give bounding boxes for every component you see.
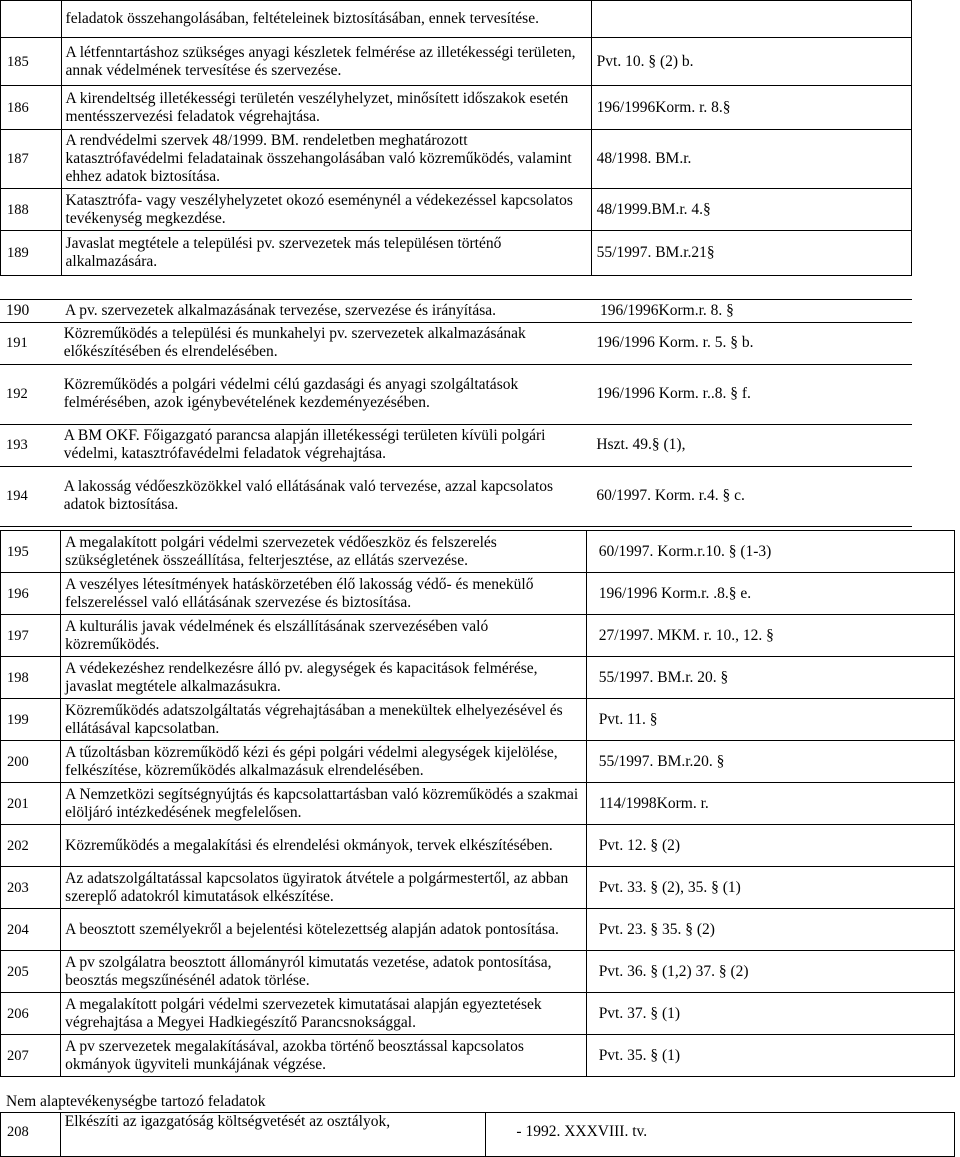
table-row bbox=[1, 825, 955, 867]
task-description: A tűzoltásban közreműködő kézi és gépi polgári védelmi alegységek kijelölése, felkészítése, közreműködés alkalmazásuk elrendelésében. bbox=[61, 741, 587, 783]
task-description: Közreműködés a polgári védelmi célú gazdasági és anyagi szolgáltatások felmérésében, azok igénybevételének kezdeményezésében. bbox=[60, 364, 592, 424]
table-row bbox=[1, 993, 955, 1035]
row-number: 200 bbox=[1, 741, 61, 783]
task-description: A veszélyes létesítmények hatáskörzetében élő lakosság védő- és menekülő felszereléssel való ellátásának szervezése és biztosítása. bbox=[61, 573, 587, 615]
task-description: A BM OKF. Főigazgató parancsa alapján illetékességi területen kívüli polgári védelmi, katasztrófavédelmi feladatok végrehajtása. bbox=[60, 424, 592, 466]
task-description: Közreműködés a megalakítási és elrendelési okmányok, tervek elkészítésében. bbox=[61, 825, 587, 867]
row-number: 194 bbox=[0, 466, 60, 526]
row-number: 204 bbox=[1, 909, 61, 951]
task-description: A megalakított polgári védelmi szervezetek kimutatásai alapján egyeztetések végrehajtása a Megyei Hadkiegészítő Parancsnoksággal. bbox=[61, 993, 587, 1035]
task-description: Az adatszolgáltatással kapcsolatos ügyiratok átvétele a polgármestertől, az abban szereplő adatokról kimutatások elkészítése. bbox=[61, 867, 587, 909]
task-description: A Nemzetközi segítségnyújtás és kapcsolattartásban való közreműködés a szakmai elöljáró intézkedésének megfelelősen. bbox=[61, 783, 587, 825]
legal-reference: 48/1999.BM.r. 4.§ bbox=[591, 189, 911, 231]
table-row bbox=[1, 699, 955, 741]
table-row bbox=[1, 1113, 955, 1157]
row-number: 203 bbox=[1, 867, 61, 909]
table-row bbox=[1, 951, 955, 993]
legal-reference: 114/1998Korm. r. bbox=[586, 783, 954, 825]
legal-reference: Pvt. 11. § bbox=[586, 699, 954, 741]
table-row bbox=[1, 531, 955, 573]
task-table-upper bbox=[0, 0, 912, 276]
task-description: A kirendeltség illetékességi területén veszélyhelyzet, minősített időszakok esetén mentésszervezési feladatok végrehajtása. bbox=[61, 86, 591, 130]
task-description: Elkészíti az igazgatóság költségvetését az osztályok, bbox=[60, 1113, 486, 1157]
row-number bbox=[1, 1, 62, 38]
row-number: 202 bbox=[1, 825, 61, 867]
table-row bbox=[0, 299, 912, 323]
task-description: Közreműködés a települési és munkahelyi pv. szervezetek alkalmazásának előkészítésében és elrendelésében. bbox=[60, 322, 592, 364]
table-row bbox=[1, 189, 912, 231]
table-row bbox=[1, 573, 955, 615]
row-number: 193 bbox=[0, 424, 60, 466]
row-number: 206 bbox=[1, 993, 61, 1035]
row-number: 187 bbox=[1, 130, 62, 189]
legal-reference: Pvt. 37. § (1) bbox=[586, 993, 954, 1035]
row-number: 208 bbox=[1, 1113, 61, 1157]
table-row bbox=[1, 741, 955, 783]
task-description: A beosztott személyekről a bejelentési kötelezettség alapján adatok pontosítása. bbox=[61, 909, 587, 951]
table-row bbox=[1, 231, 912, 276]
table-row bbox=[1, 130, 912, 189]
row-number: 205 bbox=[1, 951, 61, 993]
task-description: A megalakított polgári védelmi szervezetek védőeszköz és felszerelés szükségletének összeállítása, felterjesztése, az ellátás szervezése. bbox=[61, 531, 587, 573]
table-row bbox=[0, 322, 912, 364]
task-description: A pv. szervezetek alkalmazásának tervezése, szervezése és irányítása. bbox=[65, 302, 497, 319]
legal-reference: Pvt. 23. § 35. § (2) bbox=[586, 909, 954, 951]
section-heading: Nem alaptevékenységbe tartozó feladatok bbox=[6, 1093, 266, 1110]
task-description: A lakosság védőeszközökkel való ellátásának való tervezése, azzal kapcsolatos adatok biztosítása. bbox=[60, 466, 592, 526]
row-number: 192 bbox=[0, 364, 60, 424]
table-row bbox=[1, 1, 912, 38]
legal-reference: 48/1998. BM.r. bbox=[591, 130, 911, 189]
task-table-lower bbox=[0, 530, 955, 1077]
legal-reference: 55/1997. BM.r.20. § bbox=[586, 741, 954, 783]
legal-reference: 196/1996 Korm. r..8. § f. bbox=[591, 364, 912, 424]
legal-reference: 27/1997. MKM. r. 10., 12. § bbox=[586, 615, 954, 657]
row-number: 189 bbox=[1, 231, 62, 276]
legal-reference: Hszt. 49.§ (1), bbox=[591, 424, 912, 466]
table-row bbox=[1, 657, 955, 699]
task-description: A pv szervezetek megalakításával, azokba történő beosztással kapcsolatos okmányok ügyviteli munkájának végzése. bbox=[61, 1035, 587, 1077]
task-description: A védekezéshez rendelkezésre álló pv. alegységek és kapacitások felmérése, javaslat megtétele alkalmazásukra. bbox=[61, 657, 587, 699]
task-description: Közreműködés adatszolgáltatás végrehajtásában a menekültek elhelyezésével és ellátásával kapcsolatban. bbox=[61, 699, 587, 741]
table-row bbox=[1, 1035, 955, 1077]
legal-reference: 55/1997. BM.r. 20. § bbox=[586, 657, 954, 699]
legal-reference: 196/1996 Korm. r. 5. § b. bbox=[591, 322, 912, 364]
table-row bbox=[0, 364, 912, 424]
legal-reference: 55/1997. BM.r.21§ bbox=[591, 231, 911, 276]
row-number: 197 bbox=[1, 615, 61, 657]
table-row bbox=[0, 466, 912, 526]
legal-reference: Pvt. 10. § (2) b. bbox=[591, 38, 911, 86]
table-row bbox=[0, 424, 912, 466]
row-number: 185 bbox=[1, 38, 62, 86]
legal-reference: Pvt. 36. § (1,2) 37. § (2) bbox=[586, 951, 954, 993]
task-description: A létfenntartáshoz szükséges anyagi készletek felmérése az illetékességi területen, annak védelmének tervesítése és szervezése. bbox=[61, 38, 591, 86]
table-row bbox=[1, 615, 955, 657]
row-number: 191 bbox=[0, 322, 60, 364]
legal-reference: 60/1997. Korm. r.4. § c. bbox=[591, 466, 912, 526]
task-table-middle bbox=[0, 322, 912, 527]
task-description: Javaslat megtétele a települési pv. szervezetek más településen történő alkalmazására. bbox=[61, 231, 591, 276]
row-number: 195 bbox=[1, 531, 61, 573]
task-description: feladatok összehangolásában, feltételeinek biztosításában, ennek tervesítése. bbox=[61, 1, 591, 38]
table-row bbox=[1, 783, 955, 825]
table-row bbox=[1, 86, 912, 130]
row-number: 201 bbox=[1, 783, 61, 825]
task-description: Katasztrófa- vagy veszélyhelyzetet okozó eseménynél a védekezéssel kapcsolatos tevékenység megkezdése. bbox=[61, 189, 591, 231]
row-number: 198 bbox=[1, 657, 61, 699]
row-number: 199 bbox=[1, 699, 61, 741]
legal-reference: 196/1996 Korm.r. .8.§ e. bbox=[586, 573, 954, 615]
task-description: A rendvédelmi szervek 48/1999. BM. rendeletben meghatározott katasztrófavédelmi feladatainak összehangolásában való közreműködés, valamint ehhez adatok biztosítása. bbox=[61, 130, 591, 189]
row-number: 196 bbox=[1, 573, 61, 615]
legal-reference: Pvt. 12. § (2) bbox=[586, 825, 954, 867]
legal-reference: Pvt. 35. § (1) bbox=[586, 1035, 954, 1077]
task-description: A pv szolgálatra beosztott állományról kimutatás vezetése, adatok pontosítása, beosztás megszűnésénél adatok törlése. bbox=[61, 951, 587, 993]
table-row bbox=[1, 909, 955, 951]
legal-reference: 196/1996Korm.r. 8. § bbox=[600, 302, 734, 319]
table-row bbox=[1, 867, 955, 909]
legal-reference: - 1992. XXXVIII. tv. bbox=[486, 1113, 955, 1157]
legal-reference bbox=[591, 1, 911, 38]
task-table-non-core bbox=[0, 1112, 955, 1157]
row-number: 207 bbox=[1, 1035, 61, 1077]
legal-reference: Pvt. 33. § (2), 35. § (1) bbox=[586, 867, 954, 909]
legal-reference: 60/1997. Korm.r.10. § (1-3) bbox=[586, 531, 954, 573]
legal-reference: 196/1996Korm. r. 8.§ bbox=[591, 86, 911, 130]
row-number: 188 bbox=[1, 189, 62, 231]
row-number: 186 bbox=[1, 86, 62, 130]
task-description: A kulturális javak védelmének és elszállításának szervezésében való közreműködés. bbox=[61, 615, 587, 657]
table-row bbox=[1, 38, 912, 86]
row-number: 190 bbox=[6, 302, 30, 319]
